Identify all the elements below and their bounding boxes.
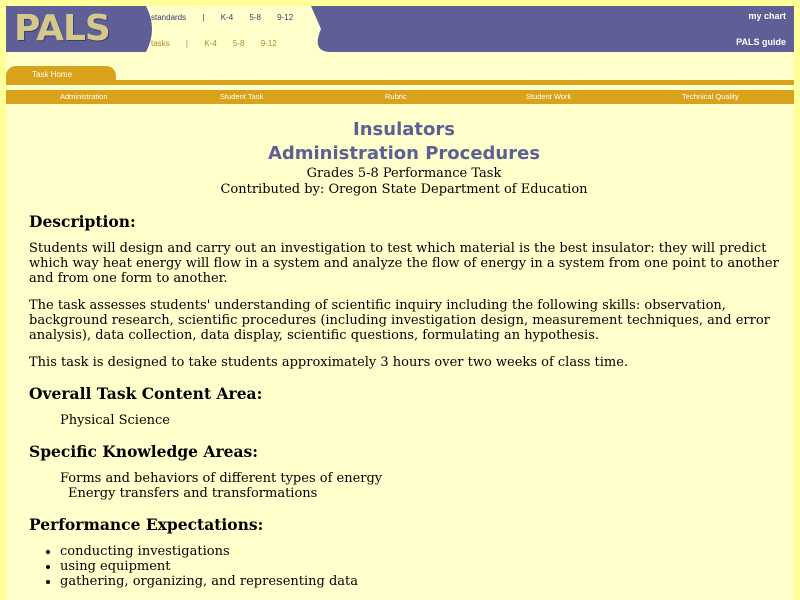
- task-tab-row: [6, 66, 794, 88]
- page-subtitle: Administration Procedures: [267, 143, 541, 164]
- subnav-rubric[interactable]: Rubric: [385, 92, 407, 101]
- knowledge-area-2: Energy transfers and transformations: [68, 486, 318, 501]
- tasks-k4-link[interactable]: K-4: [204, 39, 217, 48]
- list-item: • gathering, organizing, and representing data: [60, 574, 779, 589]
- performance-expectations-heading: Performance Expectations:: [29, 515, 264, 534]
- main-content: [29, 118, 779, 589]
- description-paragraph-2: The task assesses students' understanding of scientific inquiry including the following skills: observation, background research, scientific procedures (including investigation design, measurement techniques, and error analysis), data collection, data display, scientific questions, formulating an hypothesis.: [29, 298, 770, 343]
- content-area-value: Physical Science: [60, 413, 170, 428]
- task-subnav: [6, 90, 794, 104]
- tab-underline: [6, 80, 794, 85]
- subnav-administration[interactable]: Administration: [60, 92, 108, 101]
- standards-912-link[interactable]: 9-12: [277, 13, 294, 22]
- standards-nav: [151, 13, 307, 22]
- subnav-student-task[interactable]: Student Task: [220, 92, 264, 101]
- knowledge-areas-heading: Specific Knowledge Areas:: [29, 442, 258, 461]
- tasks-nav: [151, 39, 291, 48]
- content-area-heading: Overall Task Content Area:: [29, 384, 263, 403]
- site-header: [6, 6, 794, 52]
- standards-k4-link[interactable]: K-4: [220, 13, 234, 22]
- my-chart-link[interactable]: my chart: [748, 11, 786, 21]
- list-item: • conducting investigations: [60, 544, 779, 559]
- grades-label: Grades 5-8 Performance Task: [306, 166, 502, 181]
- description-paragraph-3: This task is designed to take students approximately 3 hours over two weeks of class time.: [29, 355, 629, 370]
- standards-58-link[interactable]: 5-8: [249, 13, 261, 22]
- pals-logo[interactable]: PALS: [14, 8, 110, 49]
- description-paragraph-1: Students will design and carry out an investigation to test which material is the best insulator: they will predict which way heat energy will flow in a system and analyze the flow of energy in a system from one point to another and from one form to another.: [29, 241, 779, 286]
- nav-separator: |: [202, 13, 205, 22]
- knowledge-area-1: Forms and behaviors of different types of energy: [60, 471, 383, 486]
- header-band-decoration: [311, 6, 794, 52]
- tasks-link[interactable]: tasks: [151, 39, 170, 48]
- subnav-technical-quality[interactable]: Technical Quality: [682, 92, 739, 101]
- logo-block[interactable]: [6, 6, 146, 52]
- standards-link[interactable]: standards: [151, 13, 187, 22]
- contributed-label: Contributed by: Oregon State Department of Education: [220, 182, 588, 197]
- description-heading: Description:: [29, 212, 136, 231]
- page-frame-right: [794, 0, 800, 600]
- list-item: • using equipment: [60, 559, 779, 574]
- pals-guide-link[interactable]: PALS guide: [736, 37, 786, 47]
- page-title: Insulators: [353, 119, 455, 140]
- task-home-tab[interactable]: Task Home: [6, 66, 116, 82]
- subnav-student-work[interactable]: Student Work: [526, 92, 572, 101]
- expectations-list: [29, 544, 779, 589]
- nav-separator: |: [185, 39, 188, 48]
- tasks-912-link[interactable]: 9-12: [260, 39, 277, 48]
- tasks-58-link[interactable]: 5-8: [232, 39, 245, 48]
